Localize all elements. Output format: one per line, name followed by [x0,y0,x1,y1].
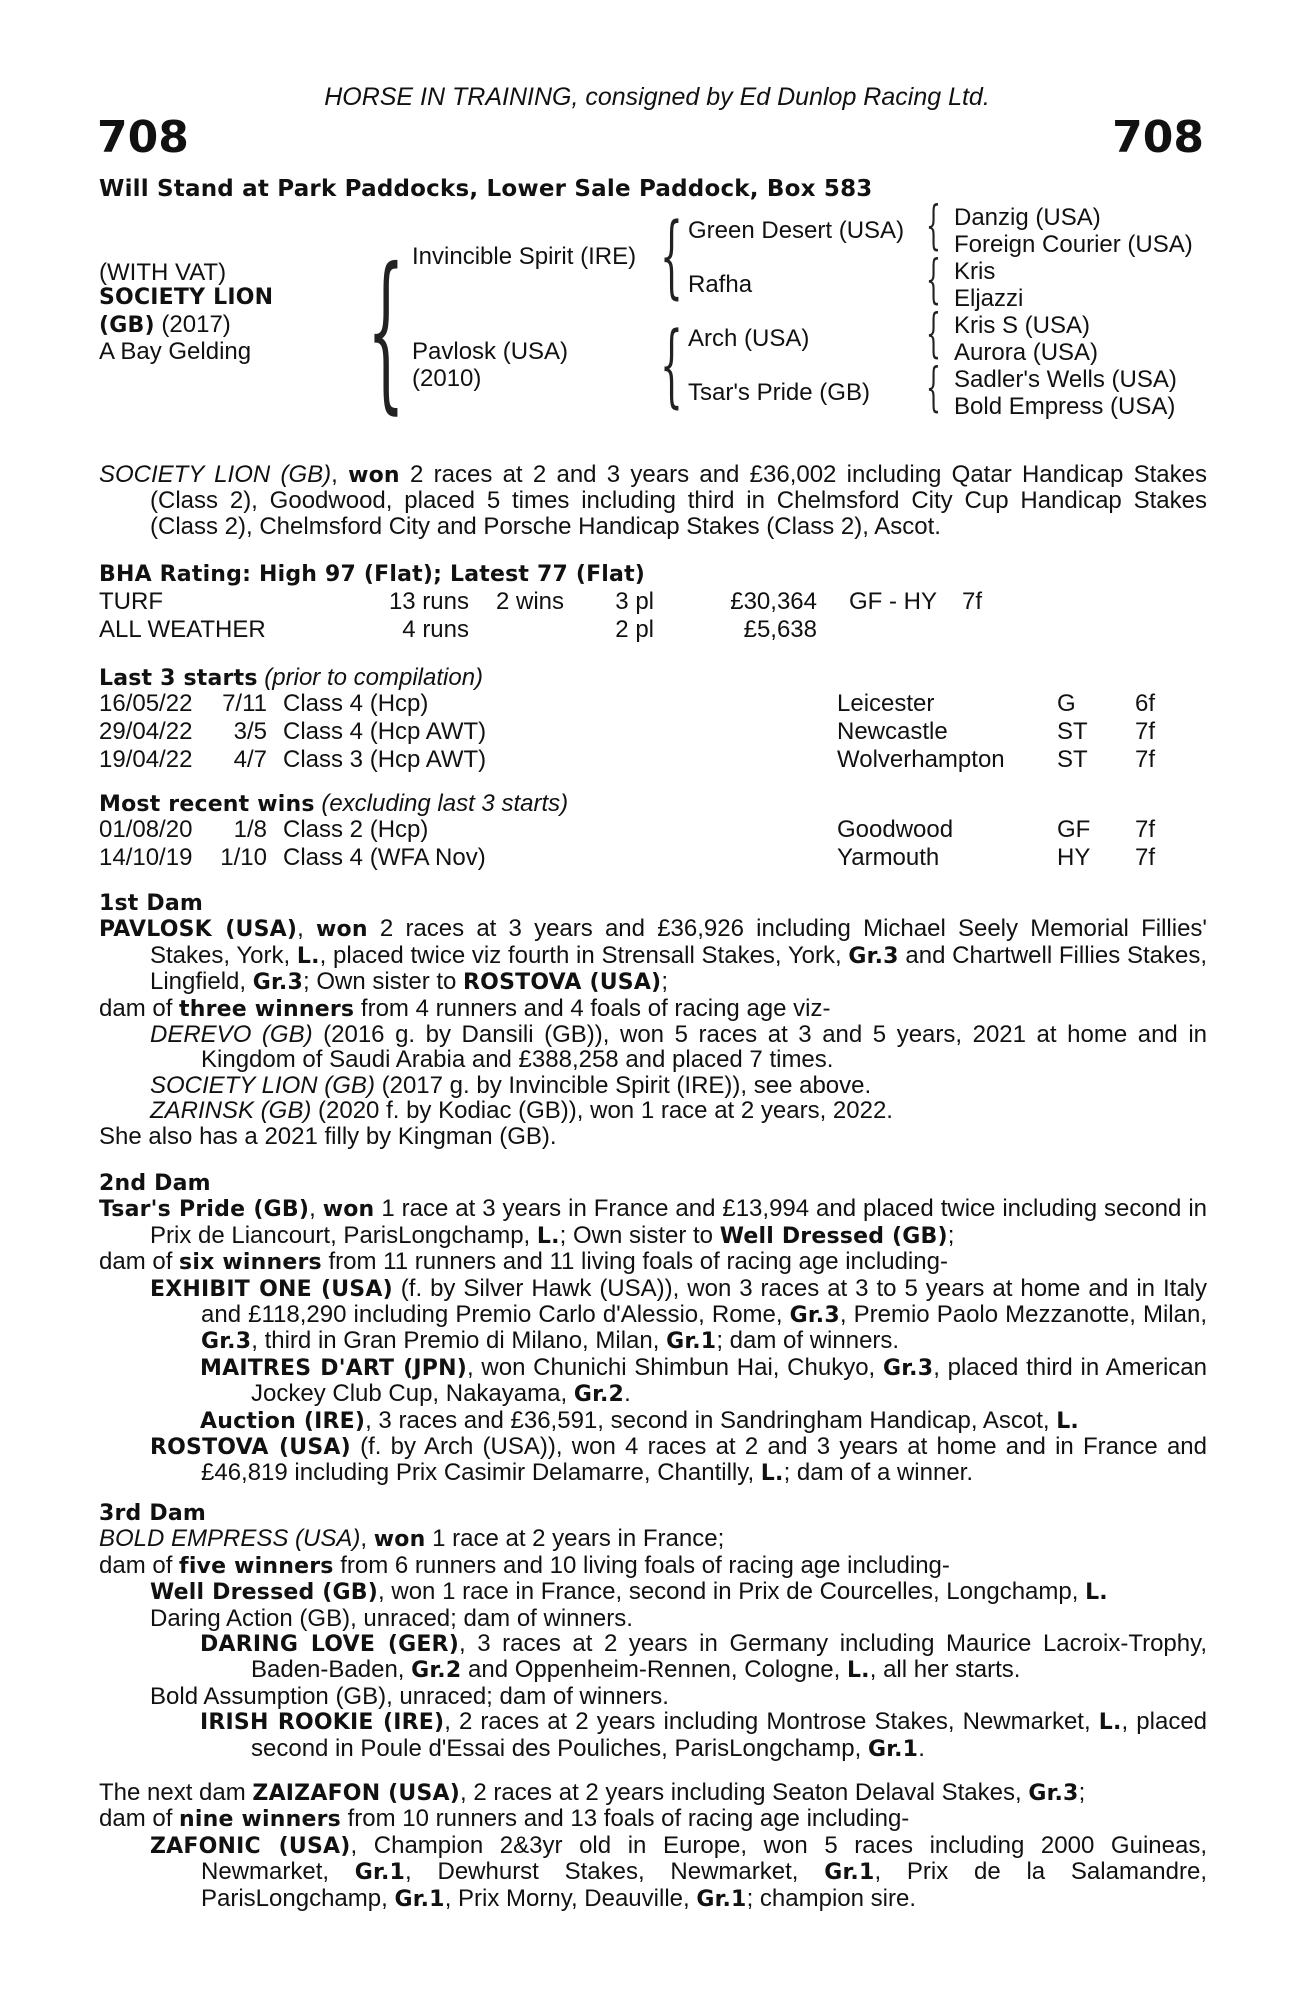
sire-sire: Green Desert (USA) [688,217,905,244]
rating-wins: 2 wins [495,588,564,615]
progeny-text: , Prix de la Salamandre, ParisLongchamp, [201,1858,1207,1912]
summary-text: 2 races at 2 and 3 years and £36,002 including Qatar Handicap Stakes (Class 2), Goodwood, placed 5 times including third in Chelmsford City Cup Handicap Stakes (Class 2), Chelmsford City and Porsche Handicap Stakes (Class 2), Ascot. [150,461,1207,540]
second-dam-text: ; [947,1221,955,1249]
ggp-7: Sadler's Wells (USA) [954,366,1177,393]
start-race: Class 4 (Hcp AWT) [283,718,487,745]
rating-prize: £5,638 [743,616,817,643]
lot-number-left: 708 [97,112,189,163]
grand-progeny-name: Auction (IRE) [200,1408,366,1434]
winners-count: three winners [179,996,355,1022]
horse-origin-year [99,312,231,339]
progeny-line: Bold Assumption (GB), unraced; dam of winners. [150,1682,669,1710]
start-course: Wolverhampton [837,746,1005,773]
listed-label: L. [1098,1710,1122,1736]
listed-label: L. [1056,1408,1079,1434]
last-starts-note: (prior to compilation) [264,664,484,691]
third-dam-won: won [373,1527,426,1553]
progeny-text: (f. by Silver Hawk (USA)), won 3 races at 3 to 5 years at home and in Italy and £118,290 including Premio Carlo d'Alessio, Rome, [201,1274,1207,1329]
first-dam-heading: 1st Dam [99,891,204,916]
summary-horse-name: SOCIETY LION (GB) [99,461,332,488]
start-going: G [1057,690,1076,717]
first-dam-sister: ROSTOVA (USA) [463,970,662,996]
progeny-text: , placed second in Poule d'Essai des Pouliches, ParisLongchamp, [251,1708,1208,1762]
progeny-text: . [918,1734,925,1762]
group-label: Gr.3 [1028,1781,1079,1806]
ggp-8: Bold Empress (USA) [954,393,1176,420]
recent-wins-title-line [99,790,568,818]
rating-dist: 7f [961,588,982,615]
dam-of-label: dam of [99,1248,180,1276]
winners-count: nine winners [179,1807,341,1833]
win-race: Class 2 (Hcp) [283,816,429,843]
group-label: Gr.3 [252,970,303,996]
start-course: Newcastle [837,718,948,745]
second-dam-text: 1 race at 3 years in France and £13,994 and placed twice including second in Prix de Liancourt, ParisLongchamp, [150,1195,1207,1249]
summary-won: won [348,463,400,488]
win-row [99,816,1155,844]
dam-year: (2010) [412,365,482,392]
first-dam-name: PAVLOSK (USA) [99,917,298,943]
progeny-text: , Dewhurst Stakes, Newmarket, [405,1858,825,1886]
first-dam-section: 1st Dam PAVLOSK (USA), won 2 races at 3 years and £36,926 including Michael Seely Memorial Fillies' Stakes, York, L., placed twice viz fourth in Strensall Stakes, York, Gr.3 and Chartwell Fillies Stakes, Lingfield, Gr.3; Own sister to ROSTOVA (USA); dam of three winners from 4 runners and 4 foals of racing age viz- DEREVO (GB) (2016 g. by Dansili (GB)), won 5 races at 3 and 5 years, 2021 at home and in Kingdom of Saudi Arabia and £388,258 and placed 7 times. SOCIETY LION (GB) (2017 g. by Invincible Spirit (IRE)), see above. ZARINSK (GB) (2020 f. by Kodiac (GB)), won 1 race at 2 years, 2022. She also has a 2021 filly by Kingman (GB). [99,891,1207,1150]
win-date: 01/08/20 [99,816,193,843]
winners-count: five winners [179,1553,334,1579]
first-dam-text: 2 races at 3 years and £36,926 including Michael Seely Memorial Fillies' Stakes, York, [150,915,1207,969]
progeny-text: , 3 races at 2 years in Germany including Maurice Lacroix-Trophy, Baden-Baden, [251,1630,1208,1684]
dam-of-text: from 4 runners and 4 foals of racing age viz- [354,994,831,1022]
brace-ggp-4: { [926,358,941,418]
last-starts-table [99,690,1155,774]
pedigree-brace-main: { [367,232,405,430]
start-dist: 7f [1135,746,1156,773]
first-dam-text: , placed twice viz fourth in Strensall Stakes, York, [319,941,849,969]
win-dist: 7f [1135,816,1156,843]
group-label: Gr.1 [867,1736,919,1762]
win-race: Class 4 (WFA Nov) [283,844,486,871]
brace-ggp-1: { [926,196,941,256]
race-summary: SOCIETY LION (GB), won 2 races at 2 and 3 years and £36,002 including Qatar Handicap Stakes (Class 2), Goodwood, placed 5 times including third in Chelmsford City Cup Handicap Stakes (Class 2), Chelmsford City and Porsche Handicap Stakes (Class 2), Ascot. [99,461,1207,540]
consignment-line: HORSE IN TRAINING, consigned by Ed Dunlop Racing Ltd. [324,83,990,111]
progeny-name: ROSTOVA (USA) [150,1435,351,1461]
progeny-text: , placed third in American Jockey Club Cup, Nakayama, [251,1353,1207,1408]
start-date: 29/04/22 [99,718,193,745]
group-label: Gr.1 [696,1886,747,1912]
start-row [99,690,1155,718]
first-dam-text: and Chartwell Fillies Stakes, Lingfield, [150,941,1207,996]
group-label: Gr.1 [824,1860,875,1886]
start-date: 16/05/22 [99,690,193,717]
grand-progeny-name: IRISH ROOKIE (IRE) [200,1710,445,1736]
group-label: Gr.2 [573,1382,625,1408]
second-dam-name: Tsar's Pride (GB) [99,1197,310,1223]
first-dam-won: won [316,917,368,943]
group-label: Gr.1 [354,1860,406,1886]
start-race: Class 4 (Hcp) [283,690,429,717]
rating-table [99,588,982,644]
ggp-6: Aurora (USA) [954,339,1099,366]
rating-prize: £30,364 [730,588,817,615]
last-starts-title: Last 3 starts [99,666,258,691]
pedigree-brace-sire: { [660,204,683,309]
rating-row-aw [99,616,982,644]
recent-wins-title: Most recent wins [99,792,315,817]
progeny-line: Daring Action (GB), unraced; dam of winners. [150,1604,633,1632]
dam-sire: Arch (USA) [688,325,810,352]
bha-rating-title: BHA Rating: High 97 (Flat); Latest 77 (Flat) [99,562,646,587]
win-going: HY [1057,844,1091,871]
listed-label: L. [296,943,320,969]
rating-placed: 3 pl [615,588,654,615]
listed-label: L. [760,1461,784,1487]
start-pos: 3/5 [233,718,267,745]
dam-of-label: dam of [99,1805,180,1833]
start-course: Leicester [837,690,935,717]
ggp-4: Eljazzi [954,285,1024,312]
rating-surface: TURF [99,588,163,615]
winners-count: six winners [179,1250,322,1276]
group-label: Gr.3 [201,1329,252,1355]
win-course: Goodwood [837,816,954,843]
win-date: 14/10/19 [99,844,193,871]
ggp-3: Kris [954,258,996,285]
last-starts-title-line [99,664,483,692]
dam-of-text: from 6 runners and 10 living foals of racing age including- [333,1551,950,1579]
second-dam-sister: Well Dressed (GB) [719,1223,948,1249]
second-dam-section: 2nd Dam Tsar's Pride (GB), won 1 race at 3 years in France and £13,994 and placed twice including second in Prix de Liancourt, ParisLongchamp, L.; Own sister to Well Dressed (GB); dam of six winners from 11 runners and 11 living foals of racing age including- EXHIBIT ONE (USA) (f. by Silver Hawk (USA)), won 3 races at 3 to 5 years at home and in Italy and £118,290 including Premio Carlo d'Alessio, Rome, Gr.3, Premio Paolo Mezzanotte, Milan, Gr.3, third in Gran Premio di Milano, Milan, Gr.1; dam of winners. MAITRES D'ART (JPN), won Chunichi Shimbun Hai, Chukyo, Gr.3, placed third in American Jockey Club Cup, Nakayama, Gr.2. Auction (IRE), 3 races and £36,591, second in Sandringham Handicap, Ascot, L. ROSTOVA (USA) (f. by Arch (USA)), won 4 races at 2 and 3 years at home and in France and £46,819 including Prix Casimir Delamarre, Chantilly, L.; dam of a winner. [99,1171,1208,1487]
progeny-text: ; champion sire. [746,1884,916,1912]
horse-name: SOCIETY LION [99,285,274,310]
win-row [99,844,1155,872]
listed-label: L. [536,1223,560,1249]
dam-of-label: dam of [99,994,180,1022]
progeny-text: , won 1 race in France, second in Prix de Courcelles, Longchamp, [378,1578,1086,1606]
dam-dam: Tsar's Pride (GB) [688,379,870,406]
win-going: GF [1057,816,1091,843]
win-pos: 1/10 [220,844,267,871]
third-dam-text: 1 race at 2 years in France; [425,1525,725,1553]
progeny-text: , 3 races and £36,591, second in Sandringham Handicap, Ascot, [365,1406,1057,1434]
progeny-text: , won Chunichi Shimbun Hai, Chukyo, [467,1353,883,1381]
next-dam-text: , 2 races at 2 years including Seaton Delaval Stakes, [460,1779,1029,1806]
start-dist: 7f [1135,718,1156,745]
progeny-name: EXHIBIT ONE (USA) [150,1276,393,1302]
first-dam-text: ; [661,968,668,996]
rating-wins [469,616,564,644]
rating-runs: 13 runs [388,588,469,615]
progeny-text: , third in Gran Premio di Milano, Milan, [251,1327,667,1355]
win-pos: 1/8 [233,816,267,843]
progeny-text: ; dam of winners. [716,1327,900,1355]
sire-name: Invincible Spirit (IRE) [412,243,637,270]
progeny-text: and Oppenheim-Rennen, Cologne, [461,1656,847,1684]
progeny-text: . [624,1380,631,1408]
progeny-text: , all her starts. [869,1656,1021,1684]
second-dam-won: won [322,1197,375,1223]
third-dam-section [99,1501,1207,1762]
rating-runs: 4 runs [402,616,469,643]
rating-going [817,616,937,644]
progeny-text: (f. by Arch (USA)), won 4 races at 2 and 3 years at home and in France and £46,819 including Prix Casimir Delamarre, Chantilly, [201,1433,1207,1487]
progeny-text: , 2 races at 2 years including Montrose Stakes, Newmarket, [444,1708,1099,1736]
next-dam-text: ; [1078,1779,1086,1806]
progeny-text: , Prix Morny, Deauville, [444,1884,697,1912]
progeny-text: , Champion 2&3yr old in Europe, won 5 races including 2000 Guineas, Newmarket, [201,1831,1207,1886]
dam-of-label: dam of [99,1551,180,1579]
progeny-text: , Premio Paolo Mezzanotte, Milan, [839,1301,1208,1329]
progeny-name: DEREVO (GB) [150,1021,313,1049]
progeny-text: (2016 g. by Dansili (GB)), won 5 races at 3 and 5 years, 2021 at home and in Kingdom of Saudi Arabia and £388,258 and placed 7 times. [201,1021,1207,1074]
group-label: Gr.1 [394,1886,445,1912]
progeny-name: SOCIETY LION (GB) [150,1071,375,1099]
pedigree-brace-dam: { [660,313,683,418]
first-dam-closing: She also has a 2021 filly by Kingman (GB). [99,1122,557,1150]
sire-dam: Rafha [688,271,753,298]
progeny-text: (2017 g. by Invincible Spirit (IRE)), see above. [374,1071,872,1099]
progeny-text: ; dam of a winner. [783,1459,973,1487]
rating-going: GF - HY [849,588,937,615]
rating-surface: ALL WEATHER [99,616,266,643]
ggp-5: Kris S (USA) [954,312,1091,339]
third-dam-heading: 3rd Dam [99,1501,206,1526]
start-row [99,746,1155,774]
group-label: Gr.3 [789,1303,840,1329]
ggp-1: Danzig (USA) [954,204,1101,231]
ggp-2: Foreign Courier (USA) [954,231,1193,258]
first-dam-text: ; Own sister to [303,968,464,996]
next-dam-section [99,1780,1207,1912]
dam-of-text: from 10 runners and 13 foals of racing age including- [340,1805,910,1833]
horse-year: (2017) [161,311,231,338]
listed-label: L. [846,1658,870,1684]
start-pos: 7/11 [222,690,267,717]
third-dam-separator: , [360,1525,374,1553]
win-course: Yarmouth [837,844,940,871]
progeny-name: ZARINSK (GB) [150,1097,312,1125]
lot-number-right: 708 [1112,112,1204,163]
group-label: Gr.3 [882,1355,934,1381]
rating-row-turf [99,588,982,616]
start-race: Class 3 (Hcp AWT) [283,746,487,773]
start-pos: 4/7 [233,746,267,773]
start-going: ST [1057,718,1088,745]
second-dam-text: ; Own sister to [559,1221,720,1249]
third-dam-name: BOLD EMPRESS (USA) [99,1525,361,1553]
dam-of-text: from 11 runners and 11 living foals of racing age including- [321,1248,948,1276]
brace-ggp-3: { [926,304,941,364]
rating-dist [937,616,982,644]
vat-label: (WITH VAT) [99,259,227,286]
stand-location: Will Stand at Park Paddocks, Lower Sale Paddock, Box 583 [99,176,873,202]
next-dam-lead: The next dam [99,1779,253,1806]
dam-name: Pavlosk (USA) [412,338,569,365]
rating-placed: 2 pl [615,616,654,643]
progeny-name: ZAFONIC (USA) [150,1833,351,1859]
recent-wins-note: (excluding last 3 starts) [321,790,569,817]
grand-progeny-name: DARING LOVE (GER) [200,1632,459,1658]
brace-ggp-2: { [926,250,941,310]
win-dist: 7f [1135,844,1156,871]
start-date: 19/04/22 [99,746,193,773]
recent-wins-table [99,816,1155,872]
second-dam-heading: 2nd Dam [99,1171,211,1196]
grand-progeny-name: MAITRES D'ART (JPN) [200,1355,467,1381]
group-label: Gr.3 [848,943,899,969]
progeny-name: Well Dressed (GB) [150,1580,379,1606]
horse-origin: (GB) [99,313,155,338]
start-row [99,718,1155,746]
start-going: ST [1057,746,1088,773]
start-dist: 6f [1135,690,1156,717]
group-label: Gr.2 [411,1658,462,1684]
listed-label: L. [1085,1580,1108,1606]
group-label: Gr.1 [666,1329,717,1355]
horse-description: A Bay Gelding [99,338,252,365]
next-dam-name: ZAIZAFON (USA) [252,1781,461,1806]
progeny-text: (2020 f. by Kodiac (GB)), won 1 race at 2 years, 2022. [311,1097,893,1125]
